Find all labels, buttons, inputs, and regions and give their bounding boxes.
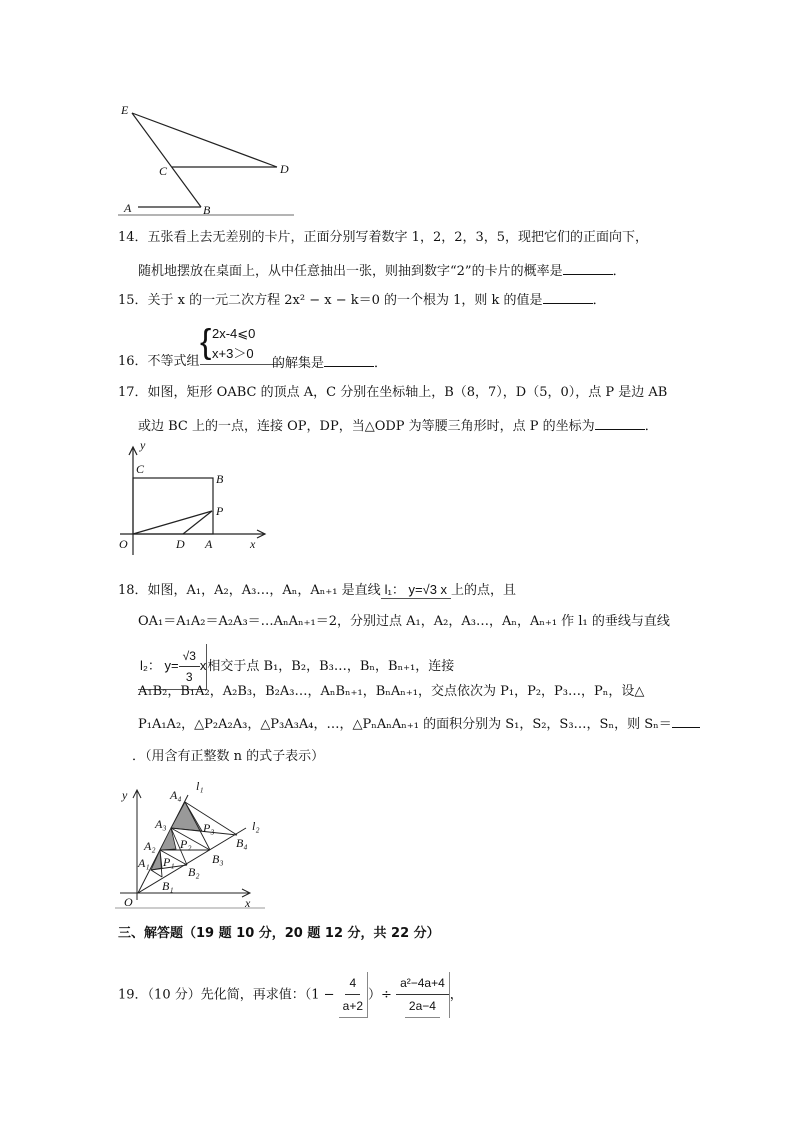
fraction-2-numerator: a²−4a+4 xyxy=(396,972,449,995)
q14-answer-blank[interactable] xyxy=(563,262,613,275)
label-o: O xyxy=(119,537,128,551)
label-c: C xyxy=(159,164,168,178)
label-y: y xyxy=(122,788,128,802)
q16-end: ． xyxy=(374,356,388,371)
q18-text1: 18．如图，A₁，A₂，A₃…，Aₙ，Aₙ₊₁ 是直线 xyxy=(118,583,381,598)
q18-line4: A₁B₂，B₁A₂，A₂B₃，B₂A₃…，AₙBₙ₊₁，BₙAₙ₊₁，交点依次为 P₁，P₂，P₃…，Pₙ，设△ xyxy=(138,684,645,699)
label-a: A xyxy=(124,201,132,215)
q14-line1: 14．五张看上去无差别的卡片，正面分别写着数字 1，2，2，3，5，现把它们的正面向下， xyxy=(118,230,649,245)
q18-text1-suffix: 上的点，且 xyxy=(451,583,517,598)
q19-divide: ）÷ xyxy=(368,987,392,1003)
label-a4: A₄ xyxy=(170,788,182,802)
segment-dp xyxy=(183,511,212,534)
q19-fraction-2 xyxy=(396,972,450,1018)
label-o: O xyxy=(124,895,133,909)
label-l2: l₂ xyxy=(252,819,260,833)
q19-fraction-1 xyxy=(339,972,368,1018)
q15-end: ． xyxy=(592,293,606,308)
q16-answer-blank[interactable] xyxy=(324,354,374,367)
rectangle-oabc xyxy=(133,478,213,534)
figure-lines-l1-l2 xyxy=(110,775,270,915)
q15-answer-blank[interactable] xyxy=(543,291,593,304)
q18-line6: ．（用含有正整数 n 的式子表示） xyxy=(132,749,325,764)
q17-line1: 17．如图，矩形 OABC 的顶点 A，C 分别在坐标轴上，B（8，7），D（5，0），点 P 是边 AB xyxy=(118,385,668,400)
label-b: B xyxy=(203,203,211,217)
figure-triangle-ecd xyxy=(0,0,794,230)
label-b2: B₂ xyxy=(188,865,200,879)
q18-text5: P₁A₁A₂，△P₂A₂A₃，△P₃A₃A₄，…，△PₙAₙAₙ₊₁ 的面积分别为 S₁，S₂，S₃…，Sₙ，则 Sₙ＝ xyxy=(138,717,672,732)
q15-text: 15．关于 x 的一元二次方程 2x² − x − k＝0 的一个根为 1，则 k 的值是 xyxy=(118,293,543,308)
q19-prefix: 19．（10 分）先化简，再求值：（1 − xyxy=(118,987,335,1003)
q18-line-l1-formula: l₁： y=√3 x xyxy=(381,582,451,599)
section-heading: 三、解答题（19 题 10 分，20 题 12 分，共 22 分） xyxy=(118,926,440,941)
q18-line2: OA₁＝A₁A₂＝A₂A₃＝…AₙAₙ₊₁＝2，分别过点 A₁，A₂，A₃…，Aₙ，Aₙ₊₁ 作 l₁ 的垂线与直线 xyxy=(138,614,670,629)
q19-end: ， xyxy=(449,987,463,1003)
label-a1: A₁ xyxy=(138,856,150,870)
l2-label: l₂： y= xyxy=(140,657,179,673)
q18-answer-blank[interactable] xyxy=(672,715,700,728)
q18-text3: 相交于点 B₁，B₂，B₃…，Bₙ，Bₙ₊₁，连接 xyxy=(207,658,455,674)
label-y: y xyxy=(140,438,146,452)
figure-rectangle-oabc xyxy=(110,435,280,560)
label-a2: A₂ xyxy=(144,839,156,853)
label-p1: P₁ xyxy=(163,855,175,869)
q17-line2 xyxy=(138,417,658,435)
q16-suffix-line xyxy=(272,354,387,372)
label-p3: P₃ xyxy=(203,821,215,835)
q17-answer-blank[interactable] xyxy=(595,417,645,430)
q16-suffix: 的解集是 xyxy=(272,356,325,371)
q18-line1 xyxy=(118,582,516,599)
segment-a1b1 xyxy=(151,870,162,877)
label-p: P xyxy=(216,504,224,518)
label-c: C xyxy=(136,462,145,476)
q15-line xyxy=(118,291,606,309)
q14-text: 随机地摆放在桌面上，从中任意抽出一张，则抽到数字“2”的卡片的概率是 xyxy=(138,264,563,279)
l2-x: x xyxy=(199,657,207,673)
segment-op xyxy=(133,511,212,534)
q18-line5 xyxy=(138,715,700,733)
q16-inequality-2: x+3＞0 xyxy=(212,346,254,361)
label-l1: l₁ xyxy=(196,779,204,793)
fraction-1-denominator: a+2 xyxy=(339,995,367,1018)
label-b3: B₃ xyxy=(212,852,224,866)
l2-denominator: 3 xyxy=(185,670,193,684)
label-x: x xyxy=(245,896,251,910)
label-d: D xyxy=(280,162,289,176)
l2-numerator: √3 xyxy=(179,646,200,667)
label-a3: A₃ xyxy=(155,817,167,831)
q19-line xyxy=(118,972,463,1018)
q16-inequality-1: { 2x-4⩽0 xyxy=(212,326,256,341)
q16-inequality-system xyxy=(200,324,282,365)
q16-prefix: 16．不等式组 xyxy=(118,354,200,369)
triangle-p2a2a3 xyxy=(160,828,176,850)
segment-ed xyxy=(132,113,277,167)
label-x: x xyxy=(250,537,256,551)
q14-line2 xyxy=(138,262,626,280)
label-e: E xyxy=(121,103,129,117)
label-b4: B₄ xyxy=(236,836,248,850)
fraction-2-denominator: 2a−4 xyxy=(405,995,440,1018)
q17-text: 或边 BC 上的一点，连接 OP，DP，当△ODP 为等腰三角形时，点 P 的坐标为 xyxy=(138,419,595,434)
label-p2: P₂ xyxy=(180,837,192,851)
segment-eb xyxy=(132,113,201,207)
fraction-1-numerator: 4 xyxy=(345,972,360,995)
label-d: D xyxy=(176,537,185,551)
label-b: B xyxy=(216,472,224,486)
label-a: A xyxy=(205,537,213,551)
q17-end: ． xyxy=(644,419,658,434)
q14-end: ． xyxy=(612,264,626,279)
label-b1: B₁ xyxy=(162,879,174,893)
